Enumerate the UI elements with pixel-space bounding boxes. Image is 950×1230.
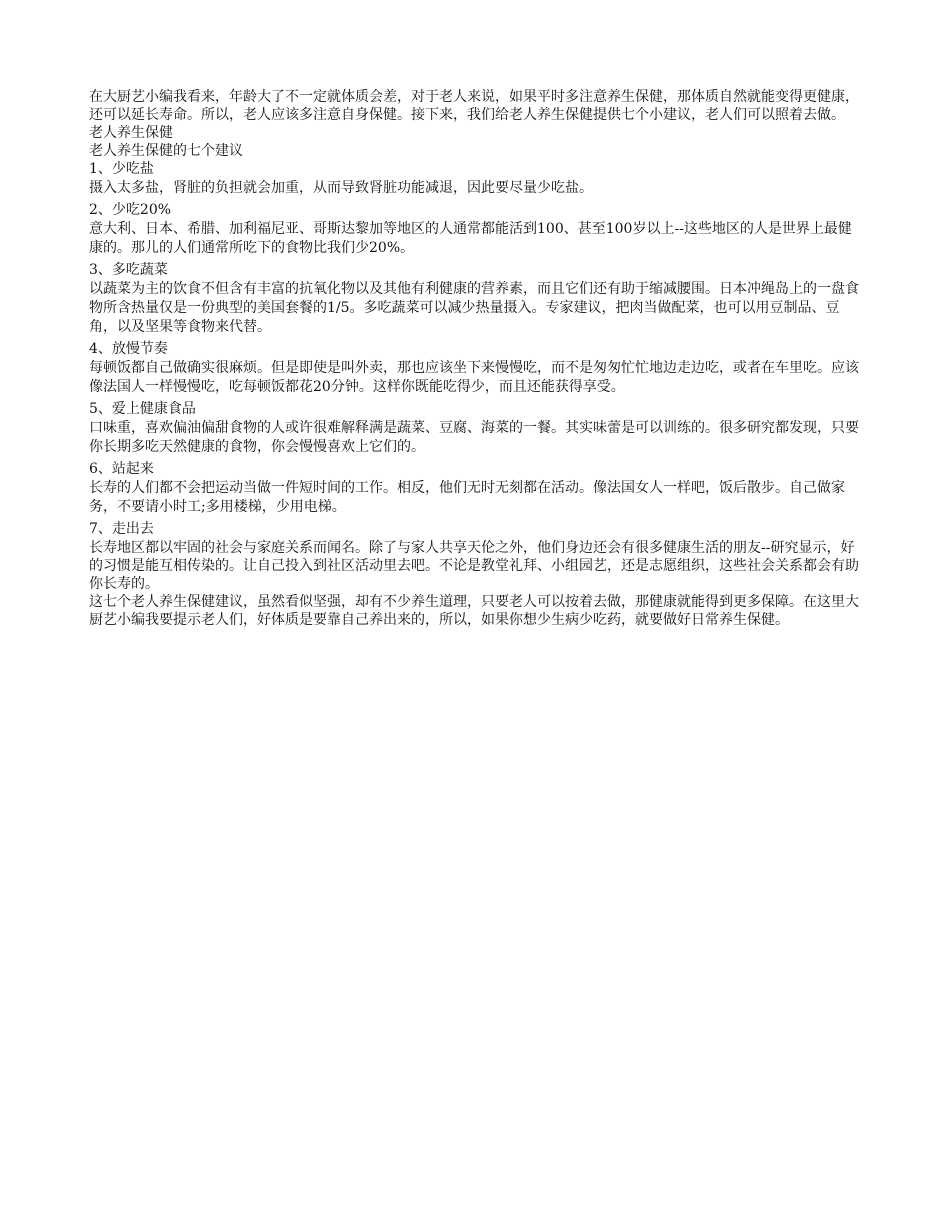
tip-title: 6、站起来 xyxy=(89,461,154,477)
tip-section xyxy=(89,520,859,593)
tip-title: 5、爱上健康食品 xyxy=(89,401,196,417)
conclusion-paragraph: 这七个老人养生保健建议，虽然看似坚强，却有不少养生道理，只要老人可以按着去做，那健康就能得到更多保障。在这里大厨艺小编我要提示老人们，好体质是要靠自己养出来的，所以，如果你想少生病少吃药，就要做好日常养生保健。 xyxy=(89,594,859,628)
article-subheading: 老人养生保健的七个建议 xyxy=(89,143,243,159)
tip-body: 以蔬菜为主的饮食不但含有丰富的抗氧化物以及其他有利健康的营养素，而且它们还有助于缩减腰围。日本冲绳岛上的一盘食物所含热量仅是一份典型的美国套餐的1/5。多吃蔬菜可以减少热量摄入。专家建议，把肉当做配菜，也可以用豆制品、豆角，以及坚果等食物来代替。 xyxy=(89,281,859,335)
tip-title: 2、少吃20% xyxy=(89,202,172,218)
tip-body: 口味重，喜欢偏油偏甜食物的人或许很难解释满是蔬菜、豆腐、海菜的一餐。其实味蕾是可以训练的。很多研究都发现，只要你长期多吃天然健康的食物，你会慢慢喜欢上它们的。 xyxy=(89,420,859,455)
tip-title: 4、放慢节奏 xyxy=(89,341,168,357)
intro-paragraph: 在大厨艺小编我看来，年龄大了不一定就体质会差，对于老人来说，如果平时多注意养生保健，那体质自然就能变得更健康，还可以延长寿命。所以，老人应该多注意自身保健。接下来，我们给老人养生保健提供七个小建议，老人们可以照着去做。 xyxy=(89,89,859,123)
article-heading: 老人养生保健 xyxy=(89,125,173,141)
tip-section xyxy=(89,340,859,397)
tip-body: 每顿饭都自己做确实很麻烦。但是即使是叫外卖，那也应该坐下来慢慢吃，而不是匆匆忙忙地边走边吃，或者在车里吃。应该像法国人一样慢慢吃，吃每顿饭都花20分钟。这样你既能吃得少，而且还能获得享受。 xyxy=(89,360,859,395)
tip-title: 7、走出去 xyxy=(89,521,154,537)
tip-body: 长寿的人们都不会把运动当做一件短时间的工作。相反，他们无时无刻都在活动。像法国女人一样吧，饭后散步。自己做家务，不要请小时工;多用楼梯，少用电梯。 xyxy=(89,480,845,515)
tip-title: 1、少吃盐 xyxy=(89,161,154,177)
tip-section xyxy=(89,160,859,198)
tip-body: 意大利、日本、希腊、加利福尼亚、哥斯达黎加等地区的人通常都能活到100、甚至100岁以上--这些地区的人是世界上最健康的。那儿的人们通常所吃下的食物比我们少20%。 xyxy=(89,221,852,256)
tip-body: 摄入太多盐，肾脏的负担就会加重，从而导致肾脏功能减退，因此要尽量少吃盐。 xyxy=(89,180,593,196)
tip-section xyxy=(89,400,859,457)
tip-section xyxy=(89,201,859,258)
article-body xyxy=(89,88,859,629)
tip-title: 3、多吃蔬菜 xyxy=(89,262,168,278)
tip-section xyxy=(89,460,859,517)
tip-body: 长寿地区都以牢固的社会与家庭关系而闻名。除了与家人共享天伦之外，他们身边还会有很多健康生活的朋友--研究显示，好的习惯是能互相传染的。让自己投入到社区活动里去吧。不论是教堂礼拜、小组园艺，还是志愿组织，这些社会关系都会有助你长寿的。 xyxy=(89,540,859,592)
tip-section xyxy=(89,261,859,337)
